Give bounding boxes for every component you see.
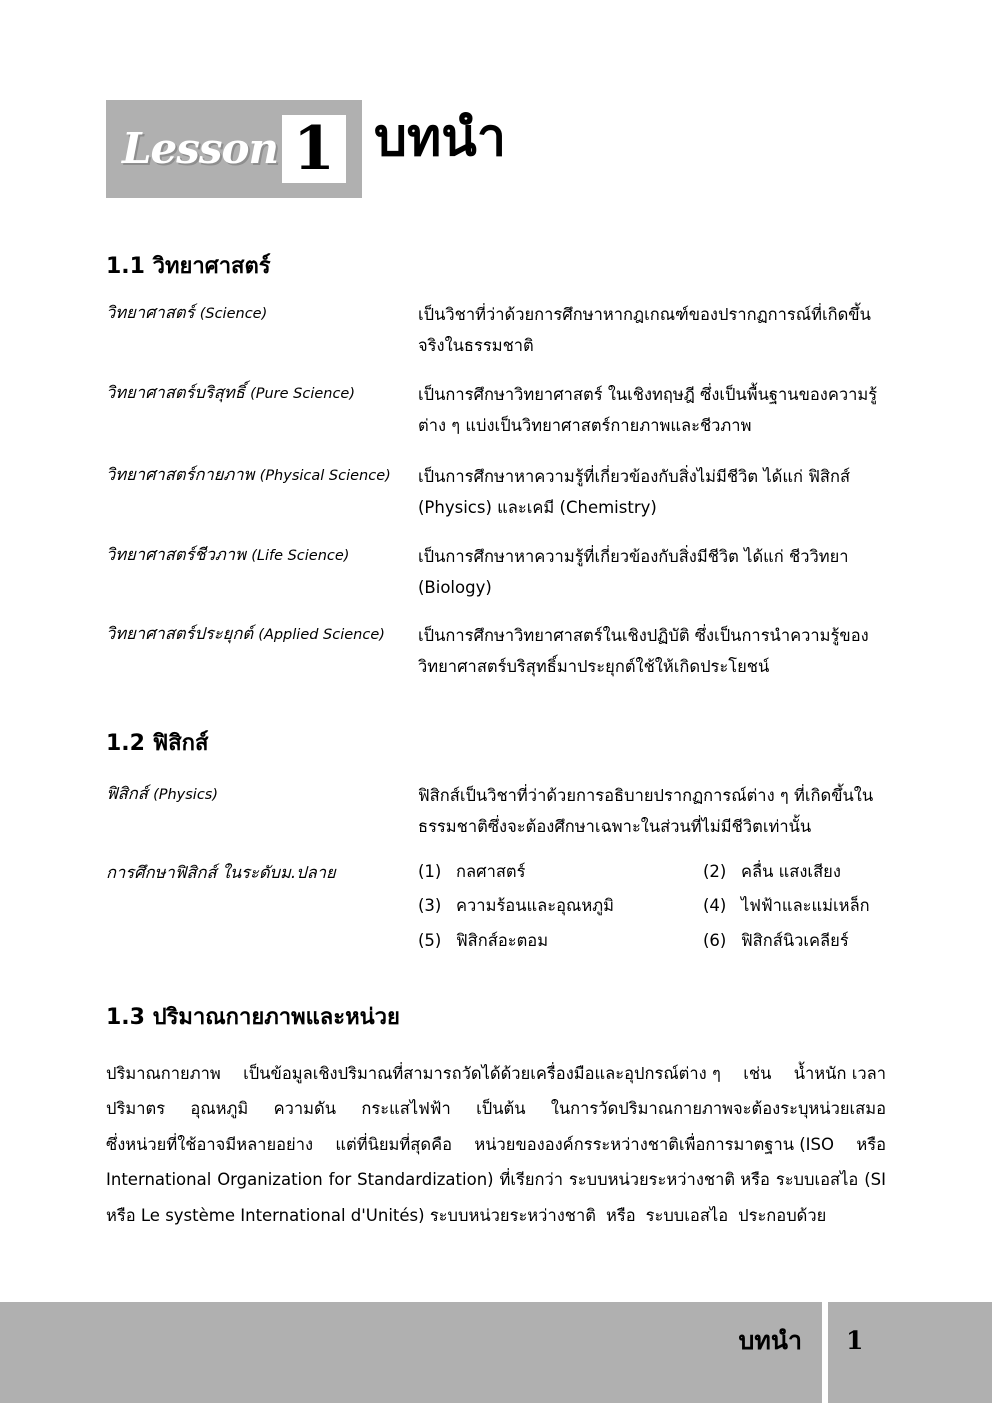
- topic-label: ความร้อนและอุณหภูมิ: [456, 896, 614, 916]
- paragraph-segment: หรือ: [856, 1134, 886, 1154]
- footer-page-bar: [828, 1302, 992, 1403]
- topic-number: (4): [703, 896, 727, 916]
- definition-row-science: [106, 299, 886, 362]
- section-1-3-paragraph: [106, 1056, 886, 1233]
- term-latin: (Physics): [153, 787, 219, 803]
- topic-label: คลื่น แสงเสียง: [741, 862, 841, 881]
- paragraph-segment: Standardization): [357, 1170, 494, 1190]
- paragraph-segment: ความดัน: [273, 1099, 337, 1119]
- paragraph-segment: Organization: [217, 1170, 323, 1190]
- paragraph-segment: ระบบเอสไอ: [775, 1170, 859, 1190]
- section-heading-1-2: 1.2 ฟิสิกส์: [106, 731, 209, 756]
- paragraph-segment: for: [328, 1170, 352, 1190]
- topic-number: (5): [418, 930, 442, 950]
- physics-topics-grid: [418, 859, 886, 954]
- definition-term: [106, 620, 418, 647]
- physics-topics-term: การศึกษาฟิสิกส์ ในระดับม.ปลาย: [106, 863, 336, 882]
- definition-term: [106, 780, 418, 807]
- topic-label: กลศาสตร์: [456, 862, 526, 881]
- term-latin: (Science): [199, 306, 268, 322]
- term-thai: ฟิสิกส์: [106, 784, 154, 803]
- paragraph-segment: ประกอบด้วย: [738, 1205, 827, 1225]
- topic-label: ฟิสิกส์นิวเคลียร์: [741, 930, 849, 950]
- definition-row-physics: [106, 780, 886, 843]
- paragraph-line: [106, 1056, 886, 1091]
- topic-label: ไฟฟ้าและแม่เหล็ก: [741, 896, 870, 916]
- lesson-banner: [106, 100, 362, 198]
- topic-item: [418, 859, 703, 885]
- topic-item: [703, 859, 886, 885]
- term-thai: วิทยาศาสตร์บริสุทธิ์: [106, 383, 251, 402]
- topic-item: [703, 928, 886, 954]
- term-latin: (Pure Science): [250, 386, 356, 402]
- lesson-number: 1: [293, 114, 335, 184]
- paragraph-segment: ระบบเอสไอ: [645, 1205, 729, 1225]
- definition-term: [106, 461, 418, 488]
- paragraph-line: [106, 1162, 886, 1197]
- term-thai: วิทยาศาสตร์ชีวภาพ: [106, 545, 252, 564]
- topic-number: (6): [703, 930, 727, 950]
- paragraph-segment: ระบบหน่วยระหว่างชาติ หรือ: [568, 1170, 770, 1190]
- paragraph-segment: ปริมาตร: [106, 1099, 166, 1119]
- definition-body: เป็นการศึกษาวิทยาศาสตร์ ในเชิงทฤษฎี ซึ่งเป็นพื้นฐานของความรู้ต่าง ๆ แบ่งเป็นวิทยาศาสตร์กายภาพและชีวภาพ: [418, 385, 878, 436]
- paragraph-segment: ซึ่งหน่วยที่ใช้อาจมีหลายอย่าง: [106, 1134, 314, 1154]
- section-heading-1-1: 1.1 วิทยาศาสตร์: [106, 254, 271, 279]
- term-thai: วิทยาศาสตร์: [106, 303, 200, 322]
- paragraph-segment: หน่วยขององค์กรระหว่างชาติเพื่อการมาตฐาน (ISO: [474, 1134, 834, 1154]
- paragraph-segment: กระแสไฟฟ้า: [361, 1099, 451, 1119]
- definition-term: [106, 541, 418, 568]
- term-latin: (Physical Science): [259, 468, 391, 484]
- term-latin: (Life Science): [251, 548, 350, 564]
- paragraph-segment: ที่เรียกว่า: [499, 1170, 564, 1190]
- topic-number: (2): [703, 862, 727, 881]
- physics-topics-row: [106, 859, 886, 954]
- paragraph-segment: หรือ: [605, 1205, 636, 1225]
- topic-number: (1): [418, 862, 442, 881]
- definition-body: เป็นการศึกษาหาความรู้ที่เกี่ยวข้องกับสิ่งมีชีวิต ได้แก่ ชีววิทยา (Biology): [418, 547, 849, 598]
- paragraph-line: [106, 1127, 886, 1162]
- definition-row-pure-science: [106, 379, 886, 442]
- paragraph-segment: อุณหภูมิ: [190, 1099, 249, 1119]
- paragraph-segment: เป็นข้อมูลเชิงปริมาณที่สามารถวัดได้ด้วยเครื่องมือและอุปกรณ์ต่าง ๆ: [243, 1064, 721, 1083]
- topic-item: [418, 893, 703, 919]
- topic-number: (3): [418, 896, 442, 916]
- page-footer: [0, 1302, 992, 1403]
- paragraph-segment: ปริมาณกายภาพ: [106, 1064, 221, 1083]
- lesson-number-box: [282, 115, 346, 183]
- lesson-word: Lesson: [122, 124, 279, 173]
- paragraph-line: [106, 1198, 886, 1233]
- definition-row-life-science: [106, 541, 886, 604]
- term-latin: (Applied Science): [258, 627, 385, 643]
- definition-term: [106, 379, 418, 406]
- definition-body: เป็นการศึกษาวิทยาศาสตร์ในเชิงปฏิบัติ ซึ่งเป็นการนำความรู้ของวิทยาศาสตร์บริสุทธิ์มาประยุกต์ใช้ให้เกิดประโยชน์: [418, 626, 869, 677]
- paragraph-segment: หรือ Le système International d'Unités) ระบบหน่วยระหว่างชาติ: [106, 1205, 596, 1225]
- chapter-title: บทนำ: [374, 108, 507, 168]
- definition-row-applied-science: [106, 620, 886, 683]
- footer-page-number: 1: [846, 1326, 864, 1355]
- topic-item: [418, 928, 703, 954]
- paragraph-segment: เช่น: [743, 1064, 772, 1083]
- definition-body: เป็นการศึกษาหาความรู้ที่เกี่ยวข้องกับสิ่งไม่มีชีวิต ได้แก่ ฟิสิกส์ (Physics) และเคมี (Chemistry): [418, 467, 851, 518]
- paragraph-segment: ในการวัดปริมาณกายภาพจะต้องระบุหน่วยเสมอ: [550, 1099, 886, 1119]
- paragraph-line: [106, 1091, 886, 1126]
- definition-row-physical-science: [106, 461, 886, 524]
- paragraph-segment: (SI: [864, 1170, 886, 1190]
- paragraph-segment: International: [106, 1170, 212, 1190]
- term-thai: วิทยาศาสตร์ประยุกต์: [106, 624, 259, 643]
- term-thai: วิทยาศาสตร์กายภาพ: [106, 465, 260, 484]
- section-heading-1-3: 1.3 ปริมาณกายภาพและหน่วย: [106, 1005, 400, 1030]
- topic-label: ฟิสิกส์อะตอม: [456, 930, 549, 950]
- footer-chapter-label: บทนำ: [738, 1326, 802, 1355]
- footer-label-bar: [0, 1302, 822, 1403]
- paragraph-segment: น้ำหนัก เวลา: [793, 1064, 886, 1083]
- paragraph-segment: แต่ที่นิยมที่สุดคือ: [335, 1134, 453, 1154]
- definition-term: [106, 299, 418, 326]
- definition-body: เป็นวิชาที่ว่าด้วยการศึกษาหากฎเกณฑ์ของปรากฏการณ์ที่เกิดขึ้นจริงในธรรมชาติ: [418, 305, 871, 356]
- paragraph-segment: เป็นต้น: [476, 1099, 526, 1119]
- definition-body: ฟิสิกส์เป็นวิชาที่ว่าด้วยการอธิบายปรากฏการณ์ต่าง ๆ ที่เกิดขึ้นในธรรมชาติซึ่งจะต้องศึกษาเฉพาะในส่วนที่ไม่มีชีวิตเท่านั้น: [418, 786, 874, 837]
- topic-item: [703, 893, 886, 919]
